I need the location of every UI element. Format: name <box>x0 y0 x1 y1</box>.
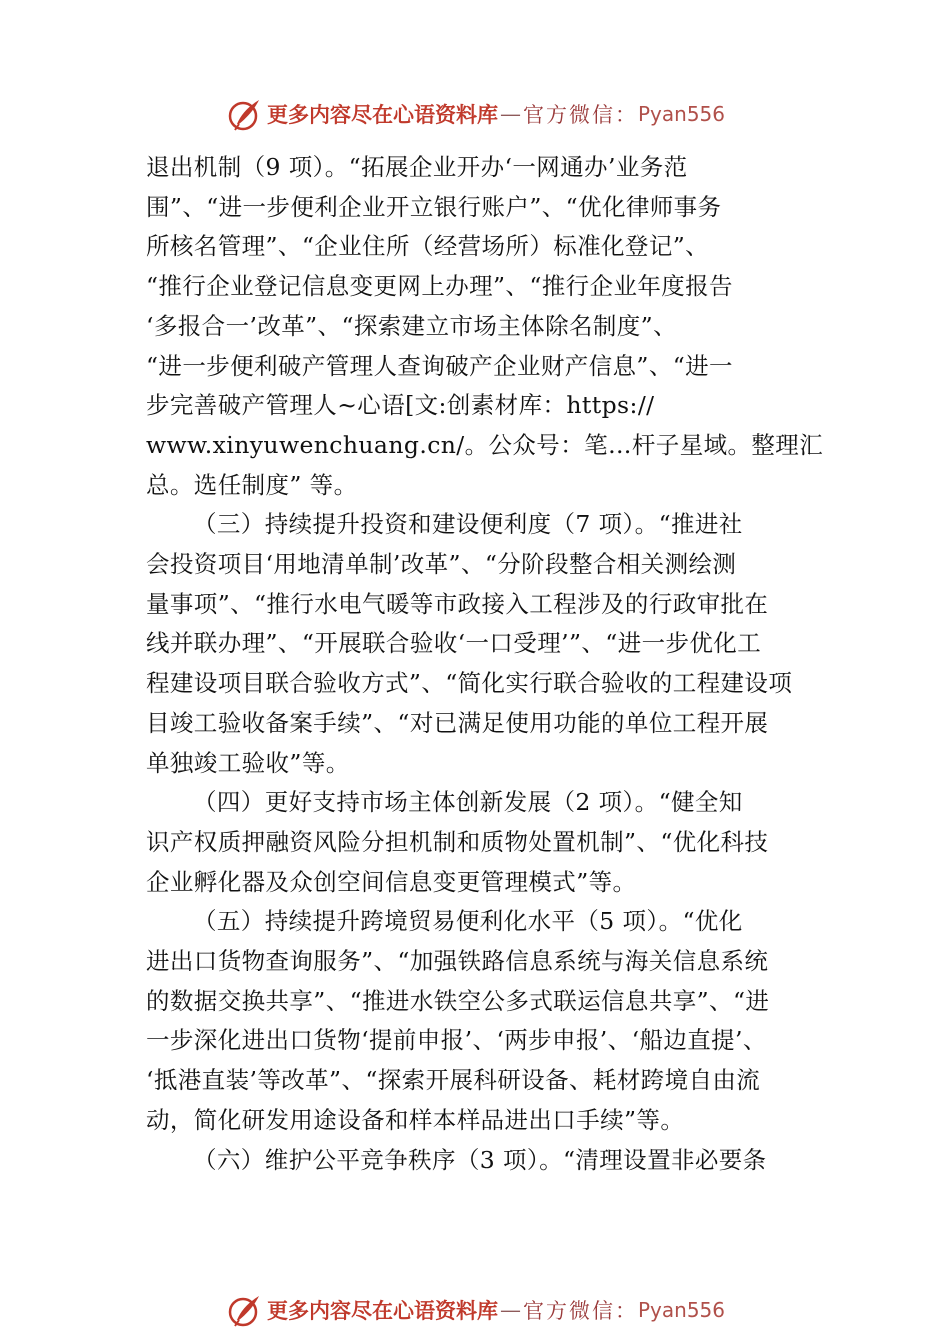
text-line: 量事项”、“推行水电气暖等市政接入工程涉及的行政审批在 <box>146 589 769 618</box>
document-body <box>146 148 824 1180</box>
text-line: 目竣工验收备案手续”、“对已满足使用功能的单位工程开展 <box>146 708 769 737</box>
text-line: 一步深化进出口货物‘提前申报’、‘两步申报’、‘船边直提’、 <box>146 1026 767 1055</box>
header-banner <box>0 94 950 134</box>
text-line: 企业孵化器及众创空间信息变更管理模式”等。 <box>146 867 637 896</box>
banner-separator: — <box>499 102 521 126</box>
text-line: 动，简化研发用途设备和样本样品进出口手续”等。 <box>146 1105 685 1134</box>
text-line: 所核名管理”、“企业住所（经营场所）标准化登记”、 <box>146 232 710 261</box>
text-line: 识产权质押融资风险分担机制和质物处置机制”、“优化科技 <box>146 827 769 856</box>
text-line: 单独竣工验收”等。 <box>146 748 350 777</box>
banner-label: 官方微信： <box>522 1299 638 1323</box>
text-line: 总。选任制度” 等。 <box>146 470 358 499</box>
text-line: （四）更好支持市场主体创新发展（2 项）。“健全知 <box>193 788 743 817</box>
banner-wechat-id: Pyan556 <box>637 1298 725 1322</box>
banner-label: 官方微信： <box>522 103 638 127</box>
text-line: 步完善破产管理人~心语[文:创素材库：https:// <box>146 391 655 420</box>
text-line: （三）持续提升投资和建设便利度（7 项）。“推进社 <box>193 510 743 539</box>
text-line: www.xinyuwenchuang.cn/。公众号：笔…杆子星域。整理汇 <box>146 430 824 459</box>
text-line: （六）维护公平竞争秩序（3 项）。“清理设置非必要条 <box>193 1145 767 1174</box>
text-line: “进一步便利破产管理人查询破产企业财产信息”、“进一 <box>146 351 733 380</box>
text-line: 程建设项目联合验收方式”、“简化实行联合验收的工程建设项 <box>146 669 793 698</box>
text-line: 围”、“进一步便利企业开立银行账户”、“优化律师事务 <box>146 192 722 221</box>
footer-banner <box>0 1290 950 1330</box>
text-line: 进出口货物查询服务”、“加强铁路信息系统与海关信息系统 <box>146 947 769 976</box>
banner-text: 更多内容尽在心语资料库 <box>266 1298 498 1323</box>
banner-text: 更多内容尽在心语资料库 <box>266 102 498 127</box>
banner-wechat-id: Pyan556 <box>637 102 725 126</box>
text-line: 会投资项目‘用地清单制’改革”、“分阶段整合相关测绘测 <box>146 550 737 579</box>
text-line: （五）持续提升跨境贸易便利化水平（5 项）。“优化 <box>193 907 743 936</box>
text-line: “推行企业登记信息变更网上办理”、“推行企业年度报告 <box>146 272 733 301</box>
text-line: 线并联办理”、“开展联合验收‘一口受理’”、“进一步优化工 <box>146 629 762 658</box>
text-line: ‘多报合一’改革”、“探索建立市场主体除名制度”、 <box>146 311 677 340</box>
text-line: 退出机制（9 项）。“拓展企业开办‘一网通办’业务范 <box>146 153 688 181</box>
text-line: ‘抵港直装’等改革”、“探索开展科研设备、耗材跨境自由流 <box>146 1066 761 1095</box>
text-line: 的数据交换共享”、“推进水铁空公多式联运信息共享”、“进 <box>146 986 770 1015</box>
banner-separator: — <box>499 1298 521 1322</box>
quill-logo-icon <box>225 1290 265 1330</box>
quill-logo-icon <box>225 94 265 134</box>
